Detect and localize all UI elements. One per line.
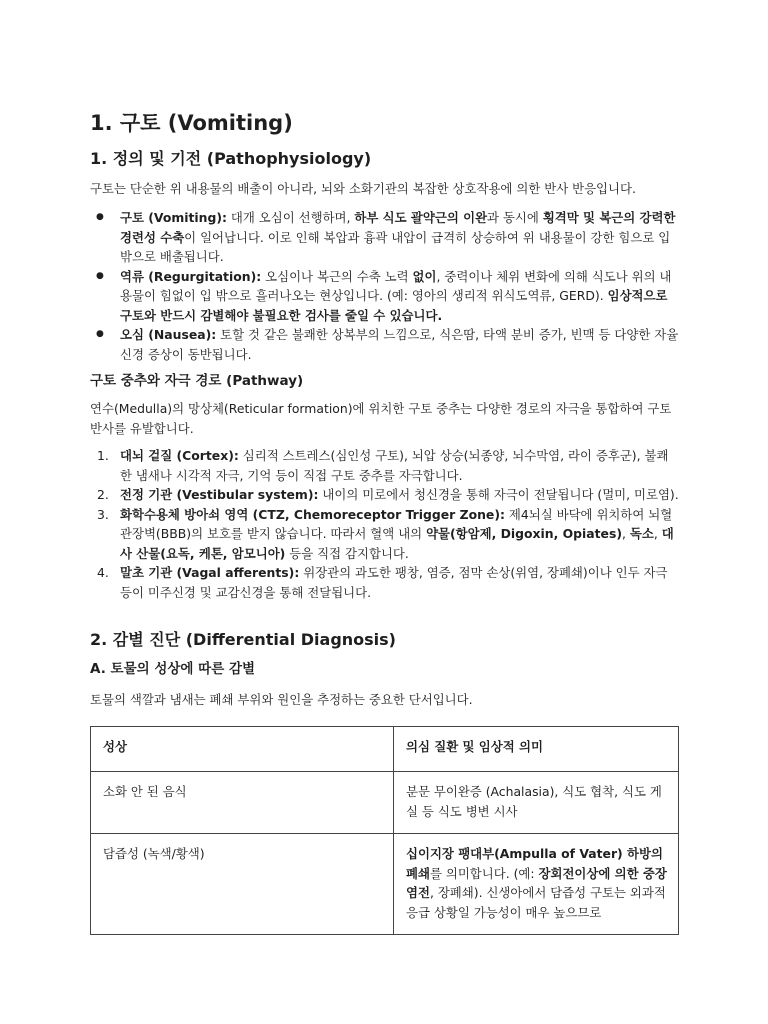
list-item — [90, 505, 680, 564]
bold-text: 말초 기관 (Vagal afferents): — [120, 565, 300, 580]
text-run: 이 일어납니다. 이로 인해 복압과 흉곽 내압이 급격히 상승하여 위 내용물이 강한 힘으로 입 밖으로 배출됩니다. — [120, 229, 671, 264]
bold-text: 횡격막 및 복근의 강력한 경련성 수축 — [120, 210, 676, 245]
bold-text: 십이지장 팽대부(Ampulla of Vater) 하방의 폐쇄 — [406, 846, 663, 881]
list-item-text — [120, 448, 668, 483]
table-header-cell: 의심 질환 및 임상적 의미 — [394, 727, 679, 772]
list-item-text — [120, 487, 679, 502]
list-item — [90, 325, 680, 364]
table-cell — [394, 772, 679, 834]
list-item — [90, 485, 680, 505]
list-number: 1. — [97, 448, 109, 463]
subsection-intro-paragraph: 토물의 색깔과 냄새는 폐쇄 부위와 원인을 추정하는 중요한 단서입니다. — [90, 692, 473, 707]
list-number: 3. — [97, 506, 109, 522]
table-row — [91, 772, 679, 834]
list-number: 2. — [97, 487, 109, 502]
list-item — [90, 208, 680, 267]
text-run: 를 의미합니다. (예: — [429, 865, 539, 881]
text-run: 토할 것 같은 불쾌한 상복부의 느낌으로, 식은땀, 타액 분비 증가, 빈맥 등 다양한 자율신경 증상이 동반됩니다. — [120, 327, 679, 362]
definition-bullet-list — [90, 208, 680, 364]
table-cell: 담즙성 (녹색/황색) — [91, 834, 394, 935]
table-header-row — [91, 727, 679, 772]
table-header-cell: 성상 — [91, 727, 394, 772]
text-run: 과 동시에 — [487, 210, 543, 225]
pathway-numbered-list — [90, 446, 680, 602]
text-run: 등을 직접 감지합니다. — [285, 545, 409, 561]
text-run: 위장관의 과도한 팽창, 염증, 점막 손상(위염, 장폐쇄)이나 인두 자극 등이 미주신경 및 교감신경을 통해 전달됩니다. — [120, 565, 668, 600]
bold-text: 대사 산물(요독, 케톤, 암모니아) — [120, 526, 674, 561]
pathway-intro-paragraph: 연수(Medulla)의 망상체(Reticular formation)에 위치한 구토 중추는 다양한 경로의 자극을 통합하여 구토 반사를 유발합니다. — [90, 401, 672, 436]
table-cell: 소화 안 된 음식 — [91, 772, 394, 834]
text-run: , 중력이나 체위 변화에 의해 식도나 위의 내용물이 힘없이 입 밖으로 흘러나오는 현상입니다. (예: 영아의 생리적 위식도역류, GERD). — [120, 268, 672, 303]
text-run: 대개 오심이 선행하며, — [226, 210, 355, 225]
text-run: 내이의 미로에서 청신경을 통해 자극이 전달됩니다 (멀미, 미로염). — [318, 487, 679, 502]
bold-text: 화학수용체 방아쇠 영역 (CTZ, Chemoreceptor Trigger Zone): — [120, 506, 505, 522]
bold-text: 하부 식도 괄약근의 이완 — [354, 210, 488, 225]
vomitus-table — [90, 726, 679, 935]
list-item-text — [120, 565, 667, 600]
text-run: 분문 무이완증 (Achalasia), 식도 협착, 식도 게실 등 식도 병변 시사 — [406, 784, 662, 819]
bold-text: 약물(항암제, Digoxin, Opiates) — [426, 526, 622, 541]
text-run: 제4뇌실 바닥에 위치하여 뇌혈관장벽(BBB)의 보호를 받지 않습니다. 따라서 혈액 내의 — [120, 506, 673, 541]
bold-text: 역류 (Regurgitation): — [120, 268, 262, 284]
list-item — [90, 446, 680, 485]
bold-text: 대뇌 겉질 (Cortex): — [120, 448, 239, 463]
pathway-heading: 구토 중추와 자극 경로 (Pathway) — [90, 373, 304, 389]
section-heading-differential-diagnosis: 2. 감별 진단 (Differential Diagnosis) — [90, 630, 396, 649]
table-cell — [394, 834, 679, 935]
subsection-heading-vomitus: A. 토물의 성상에 따른 감별 — [90, 661, 256, 677]
bold-text: 없이 — [412, 268, 437, 284]
bold-text: 장회전이상에 의한 중장염전 — [406, 865, 667, 900]
bold-text: 전정 기관 (Vestibular system): — [120, 487, 319, 502]
list-item — [90, 563, 680, 602]
bold-text: 독소 — [629, 526, 654, 541]
table-row — [91, 834, 679, 935]
section-intro-paragraph: 구토는 단순한 위 내용물의 배출이 아니라, 뇌와 소화기관의 복잡한 상호작용에 의한 반사 반응입니다. — [90, 181, 636, 196]
text-run: 오심이나 복근의 수축 노력 — [261, 268, 413, 284]
bold-text: 오심 (Nausea): — [120, 327, 217, 342]
text-run: 심리적 스트레스(심인성 구토), 뇌압 상승(뇌종양, 뇌수막염, 라이 증후군), 불쾌한 냄새나 시각적 자극, 기억 등이 직접 구토 중추를 자극합니다. — [120, 448, 669, 483]
text-run: , — [653, 526, 662, 541]
section-heading-pathophysiology: 1. 정의 및 기전 (Pathophysiology) — [90, 149, 372, 168]
bold-text: 구토 (Vomiting): — [120, 210, 227, 225]
text-run: , 장폐쇄). 신생아에서 담즙성 구토는 외과적 응급 상황일 가능성이 매우 높으므로 — [406, 885, 666, 920]
list-number: 4. — [97, 565, 109, 580]
bold-text: 임상적으로 구토와 반드시 감별해야 불필요한 검사를 줄일 수 있습니다. — [120, 288, 668, 323]
list-item — [90, 267, 680, 326]
list-item-text — [120, 507, 674, 561]
text-run: , — [621, 526, 630, 541]
document-title: 1. 구토 (Vomiting) — [90, 111, 293, 135]
